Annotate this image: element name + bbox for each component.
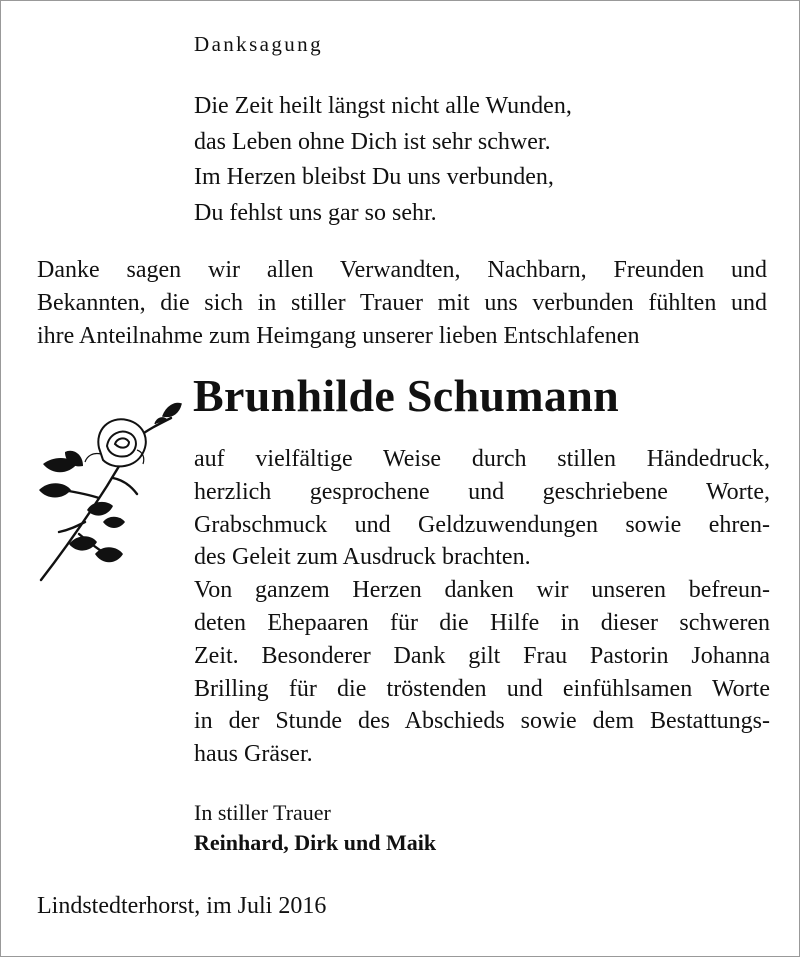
- place-date: Lindstedterhorst, im Juli 2016: [37, 893, 327, 919]
- intro-paragraph: [37, 254, 767, 353]
- thanks-paragraph: [194, 443, 770, 771]
- body-line: herzlich gesprochene und geschriebene Worte,: [194, 478, 770, 505]
- body-line: in der Stunde des Abschieds sowie dem Bestattungs-: [194, 708, 770, 735]
- body-line: Brilling für die tröstenden und einfühlsamen Worte: [194, 675, 770, 702]
- body-line: Von ganzem Herzen danken wir unseren befreun-: [194, 577, 770, 604]
- notice-heading: Danksagung: [194, 32, 323, 56]
- closing-phrase: In stiller Trauer: [194, 800, 331, 825]
- body-line: des Geleit zum Ausdruck brachten.: [194, 544, 531, 571]
- body-line: deten Ehepaaren für die Hilfe in dieser schweren: [194, 609, 770, 636]
- body-line: Grabschmuck und Geldzuwendungen sowie ehren-: [194, 511, 770, 538]
- rose-icon: [29, 394, 184, 584]
- poem-line: das Leben ohne Dich ist sehr schwer.: [194, 128, 551, 155]
- poem-line: Im Herzen bleibst Du uns verbunden,: [194, 164, 554, 190]
- poem-line: Die Zeit heilt längst nicht alle Wunden,: [194, 93, 572, 119]
- poem: [194, 89, 572, 231]
- deceased-name: Brunhilde Schumann: [193, 370, 619, 421]
- poem-line: Du fehlst uns gar so sehr.: [194, 199, 437, 226]
- body-line: auf vielfältige Weise durch stillen Händedruck,: [194, 446, 770, 472]
- body-line: Zeit. Besonderer Dank gilt Frau Pastorin Johanna: [194, 642, 770, 669]
- intro-line: Danke sagen wir allen Verwandten, Nachbarn, Freunden und: [37, 257, 767, 283]
- signers: Reinhard, Dirk und Maik: [194, 830, 437, 855]
- intro-line: Bekannten, die sich in stiller Trauer mit uns verbunden fühlten und: [37, 290, 767, 316]
- body-line: haus Gräser.: [194, 741, 313, 768]
- intro-line: ihre Anteilnahme zum Heimgang unserer lieben Entschlafenen: [37, 323, 640, 349]
